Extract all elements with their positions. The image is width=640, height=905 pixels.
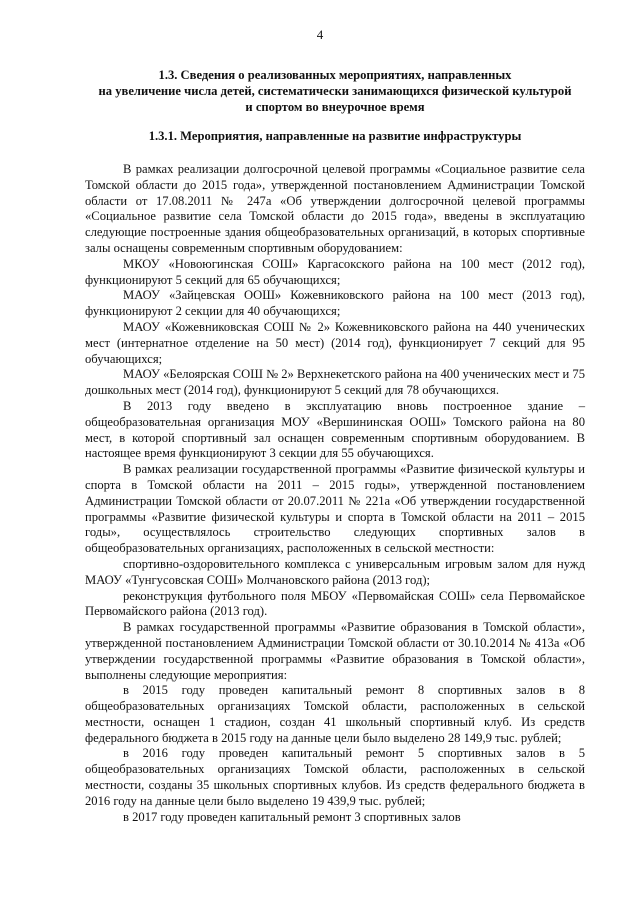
section-heading-line: 1.3. Сведения о реализованных мероприятиях, направленных (158, 68, 512, 82)
paragraph: МАОУ «Зайцевская ООШ» Кожевниковского района на 100 мест (2013 год), функционируют 2 секции для 40 обучающихся; (85, 288, 585, 319)
section-heading (70, 67, 600, 115)
page-number: 4 (316, 27, 324, 42)
section-heading-line: и спортом во внеурочное время (245, 100, 425, 114)
section-heading-line: на увеличение числа детей, систематически занимающихся физической культурой (98, 84, 572, 98)
paragraph: В рамках реализации долгосрочной целевой программы «Социальное развитие села Томской области до 2015 года», утвержденной постановлением Администрации Томской области от 17.08.2011 № 247а «Об утверждении долгосрочной целевой программы «Социальное развитие села Томской области до 2015 года», введены в эксплуатацию следующие построенные здания общеобразовательных организаций, в которых спортивные залы оснащены современным спортивным оборудованием: (85, 162, 585, 255)
paragraph: МАОУ «Белоярская СОШ № 2» Верхнекетского района на 400 ученических мест и 75 дошкольных мест (2014 год), функционируют 5 секций для 78 обучающихся. (85, 367, 585, 398)
body-text (85, 162, 585, 825)
paragraph: В 2013 году введено в эксплуатацию вновь построенное здание – общеобразовательная организация МОУ «Вершининская ООШ» Томского района на 80 мест, в которой спортивный зал оснащен современным спортивным оборудованием. В настоящее время функционируют 3 секции для 55 обучающихся. (85, 398, 585, 461)
paragraph: МАОУ «Кожевниковская СОШ № 2» Кожевниковского района на 440 ученических мест (интернатное отделение на 50 мест) (2014 год), функционирует 7 секций для 95 обучающихся; (85, 319, 585, 366)
paragraph: в 2016 году проведен капитальный ремонт 5 спортивных залов в 5 общеобразовательных организациях Томской области, расположенных в сельской местности, созданы 35 школьных спортивных клубов. Из средств федерального бюджета в 2016 году на данные цели было выделено 19 439,9 тыс. рублей; (85, 746, 585, 808)
paragraph: в 2015 году проведен капитальный ремонт 8 спортивных залов в 8 общеобразовательных организациях Томской области, расположенных в сельской местности, оснащен 1 стадион, создан 41 школьный спортивный клуб. Из средств федерального бюджета в 2015 году на данные цели было выделено 28 149,9 тыс. рублей; (85, 683, 585, 745)
paragraph: реконструкция футбольного поля МБОУ «Первомайская СОШ» села Первомайское Первомайского района (2013 год). (85, 588, 585, 619)
paragraph: спортивно-оздоровительного комплекса с универсальным игровым залом для нужд МАОУ «Тунгусовская СОШ» Молчановского района (2013 год); (85, 556, 585, 587)
paragraph: в 2017 году проведен капитальный ремонт 3 спортивных залов (123, 809, 461, 824)
subsection-heading: 1.3.1. Мероприятия, направленные на развитие инфраструктуры (148, 129, 522, 143)
paragraph: В рамках реализации государственной программы «Развитие физической культуры и спорта в Томской области на 2011 – 2015 годы», утвержденной постановлением Администрации Томской области от 20.07.2011 № 221а «Об утверждении государственной программы «Развитие физической культуры и спорта в Томской области на 2011 – 2015 годы», осуществлялось строительство следующих спортивных залов в общеобразовательных организациях, расположенных в сельской местности: (85, 462, 585, 556)
paragraph: В рамках государственной программы «Развитие образования в Томской области», утвержденной постановлением Администрации Томской области от 30.10.2014 № 413а «Об утверждении государственной программы «Развитие образования в Томской области», выполнены следующие мероприятия: (85, 620, 585, 682)
paragraph: МКОУ «Новоюгинская СОШ» Каргасокского района на 100 мест (2012 год), функционируют 5 секций для 65 обучающихся; (85, 256, 585, 287)
